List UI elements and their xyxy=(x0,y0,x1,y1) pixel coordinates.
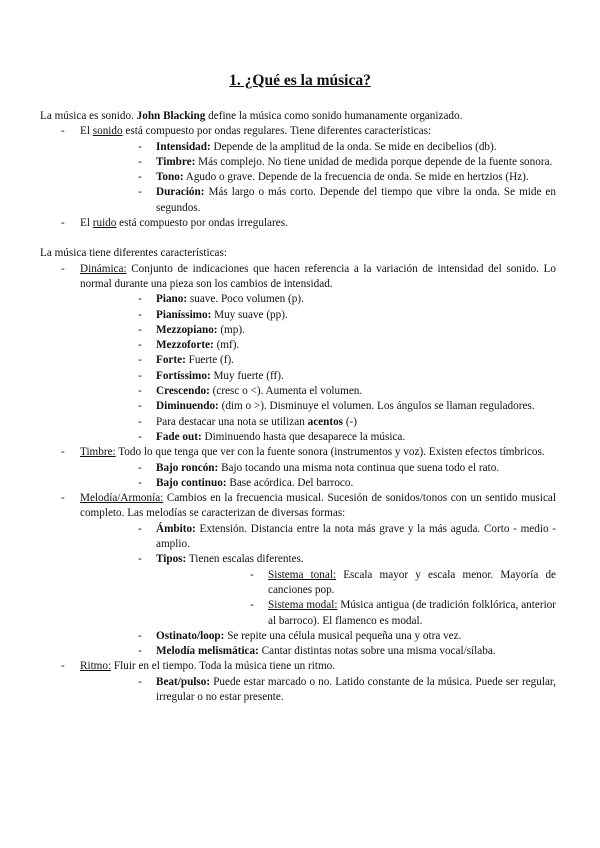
list-item xyxy=(80,170,556,185)
term: Ámbito: xyxy=(156,522,196,535)
list-item xyxy=(80,185,556,216)
characteristics-intro: La música tiene diferentes características: xyxy=(40,247,227,260)
bullet-dash: - xyxy=(61,217,65,230)
bullet-dash: - xyxy=(250,568,254,581)
item-text: (cresc o <). Aumenta el volumen. xyxy=(209,385,363,398)
item-text: (dim o >). Disminuye el volumen. Los ángulos se llaman reguladores. xyxy=(218,400,535,413)
list-item-beat xyxy=(80,675,556,706)
term: Forte: xyxy=(156,354,186,367)
bullet-dash: - xyxy=(250,599,254,612)
term-dinamica: Dinámica: xyxy=(80,262,127,275)
bullet-dash: - xyxy=(138,171,142,184)
term: Fortíssimo: xyxy=(156,369,211,382)
list-item-sonido xyxy=(40,124,556,216)
list-item xyxy=(80,338,556,353)
bullet-dash: - xyxy=(138,140,142,153)
item-text: Todo lo que tenga que ver con la fuente sonora (instrumentos y voz). Existen efectos tímbricos. xyxy=(115,446,545,459)
bullet-dash: - xyxy=(61,262,65,275)
list-item-ambito xyxy=(80,522,556,553)
tipos-sublist xyxy=(156,568,556,629)
bullet-dash: - xyxy=(138,415,142,428)
bullet-dash: - xyxy=(138,400,142,413)
term: Sistema tonal: xyxy=(268,568,337,581)
list-item xyxy=(80,369,556,384)
term: Intensidad: xyxy=(156,140,211,153)
term: Beat/pulso: xyxy=(156,675,211,688)
document-body xyxy=(40,108,556,705)
term: Fade out: xyxy=(156,430,202,443)
item-text: Escala mayor y escala menor. Mayoría de canciones pop. xyxy=(268,568,556,596)
ritmo-sublist xyxy=(80,675,556,706)
bullet-dash: - xyxy=(138,522,142,535)
list-item-acentos xyxy=(80,415,556,430)
item-text: suave. Poco volumen (p). xyxy=(187,293,304,306)
bullet-dash: - xyxy=(61,446,65,459)
dinamica-sublist xyxy=(80,292,556,445)
bullet-dash: - xyxy=(138,369,142,382)
bullet-dash: - xyxy=(138,308,142,321)
term: Mezzopiano: xyxy=(156,323,218,336)
list-item xyxy=(80,353,556,368)
list-item-ritmo xyxy=(40,659,556,705)
intro-text-end: define la música como sonido humanamente organizado. xyxy=(205,110,463,122)
item-text: El xyxy=(80,125,93,138)
item-text: Para destacar una nota se utilizan xyxy=(156,415,308,428)
list-item-timbre xyxy=(40,445,556,491)
list-item xyxy=(80,292,556,307)
item-text: Extensión. Distancia entre la nota más grave y la más aguda. Corto - medio - amplio. xyxy=(156,522,556,551)
bullet-dash: - xyxy=(138,323,142,336)
list-item-ruido xyxy=(40,216,556,231)
list-item xyxy=(80,476,556,491)
bullet-dash: - xyxy=(61,660,65,673)
item-text: Música antigua (de tradición folklórica, anterior al barroco). El flamenco es modal. xyxy=(268,599,557,627)
item-text: está compuesto por ondas regulares. Tiene diferentes características: xyxy=(122,125,432,138)
bullet-dash: - xyxy=(138,461,142,474)
item-text: (mf). xyxy=(213,339,240,352)
list-item-melodia xyxy=(40,491,556,659)
sonido-sublist xyxy=(80,140,556,216)
item-text: Fuerte (f). xyxy=(185,354,234,367)
term: Melodía melismática: xyxy=(156,645,259,658)
item-text: Depende de la amplitud de la onda. Se mide en decibelios (db). xyxy=(210,140,497,153)
item-text: (mp). xyxy=(217,323,245,336)
bullet-dash: - xyxy=(61,492,65,505)
term: Sistema modal: xyxy=(268,599,338,612)
characteristics-list xyxy=(40,262,556,706)
item-text: está compuesto por ondas irregulares. xyxy=(116,217,288,230)
bullet-dash: - xyxy=(138,645,142,658)
term: Timbre: xyxy=(156,155,196,168)
bullet-dash: - xyxy=(138,553,142,566)
list-item xyxy=(80,308,556,323)
list-item xyxy=(80,323,556,338)
bullet-dash: - xyxy=(138,385,142,398)
item-text: Base acórdica. Del barroco. xyxy=(226,476,354,489)
list-item-tonal xyxy=(156,568,556,599)
term-ritmo: Ritmo: xyxy=(80,660,112,673)
bullet-dash: - xyxy=(138,476,142,489)
item-text: Se repite una célula musical pequeña una y otra vez. xyxy=(224,629,462,642)
term: Mezzoforte: xyxy=(156,339,214,352)
term-ruido: ruido xyxy=(92,217,117,230)
list-item-dinamica xyxy=(40,262,556,446)
term: Tono: xyxy=(156,171,184,184)
term-timbre: Timbre: xyxy=(80,446,116,459)
bullet-dash: - xyxy=(138,675,142,688)
term: Crescendo: xyxy=(156,385,210,398)
author-name: John Blacking xyxy=(136,110,206,122)
term: Tipos: xyxy=(156,553,187,566)
list-item xyxy=(80,399,556,414)
list-item-ostinato xyxy=(80,629,556,644)
bullet-dash: - xyxy=(138,354,142,367)
term: Duración: xyxy=(156,186,205,199)
intro-paragraph xyxy=(40,109,556,124)
list-item-melisma xyxy=(80,644,556,659)
term: Bajo roncón: xyxy=(156,461,219,474)
list-item-fade-out xyxy=(80,430,556,445)
term: Ostinato/loop: xyxy=(156,629,225,642)
item-text: Bajo tocando una misma nota continua que suena todo el rato. xyxy=(218,461,500,474)
bullet-dash: - xyxy=(61,125,65,138)
term: Piano: xyxy=(156,293,188,306)
term: Diminuendo: xyxy=(156,400,219,413)
list-item-modal xyxy=(156,598,556,629)
item-text: Tienen escalas diferentes. xyxy=(186,553,304,566)
melodia-sublist xyxy=(80,522,556,660)
item-text: Más largo o más corto. Depende del tiempo que vibre la onda. Se mide en segundos. xyxy=(156,186,556,214)
list-item xyxy=(80,461,556,476)
item-text: Diminuendo hasta que desaparece la música. xyxy=(201,430,406,443)
item-text: Cantar distintas notas sobre una misma vocal/sílaba. xyxy=(258,645,496,658)
item-text: Más complejo. No tiene unidad de medida porque depende de la fuente sonora. xyxy=(195,155,553,168)
bullet-dash: - xyxy=(138,186,142,199)
item-text: Muy suave (pp). xyxy=(211,308,288,321)
item-text: Puede estar marcado o no. Latido constante de la música. Puede ser regular, irregular o no estar presente. xyxy=(156,675,556,703)
term-sonido: sonido xyxy=(92,125,123,138)
term: acentos xyxy=(307,415,344,428)
term: Bajo continuo: xyxy=(156,476,227,489)
bullet-dash: - xyxy=(138,629,142,642)
sound-list xyxy=(40,124,556,231)
bullet-dash: - xyxy=(138,430,142,443)
list-item xyxy=(80,140,556,155)
list-item xyxy=(80,384,556,399)
term-melodia: Melodía/Armonía: xyxy=(80,492,164,505)
term: Pianíssimo: xyxy=(156,308,212,321)
item-text: El xyxy=(80,217,93,230)
item-text: (-) xyxy=(343,415,357,428)
bullet-dash: - xyxy=(138,155,142,168)
item-text: Fluir en el tiempo. Toda la música tiene un ritmo. xyxy=(111,660,336,673)
bullet-dash: - xyxy=(138,293,142,306)
timbre-sublist xyxy=(80,461,556,492)
item-text: Muy fuerte (ff). xyxy=(210,369,284,382)
bullet-dash: - xyxy=(138,339,142,352)
page-title: 1. ¿Qué es la música? xyxy=(229,72,371,89)
list-item xyxy=(80,155,556,170)
item-text: Conjunto de indicaciones que hacen referencia a la variación de intensidad del sonido. Lo normal durante una pieza son los cambios de intensidad. xyxy=(80,262,556,290)
intro-text: La música es sonido. xyxy=(40,110,137,122)
list-item-tipos xyxy=(80,552,556,628)
item-text: Cambios en la frecuencia musical. Sucesión de sonidos/tonos con un sentido musical completo. Las melodías se caracterizan de diversas formas: xyxy=(80,492,556,520)
item-text: Agudo o grave. Depende de la frecuencia de onda. Se mide en hertzios (Hz). xyxy=(183,171,529,184)
